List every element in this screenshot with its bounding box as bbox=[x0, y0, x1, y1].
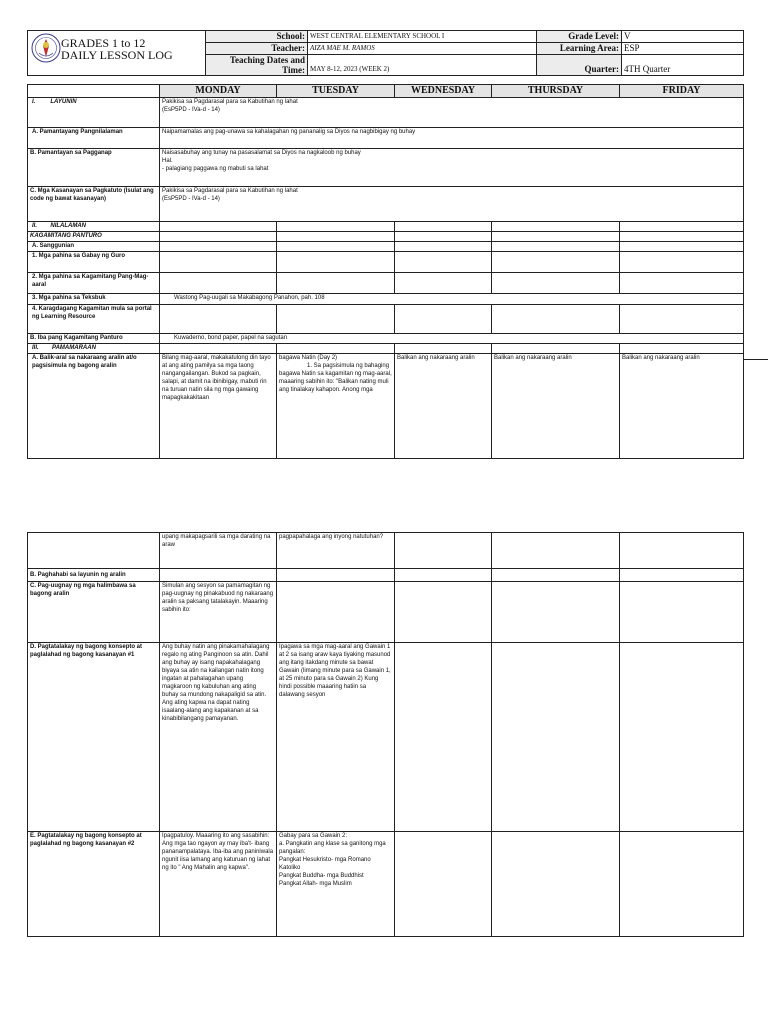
teksbuk-label: 3. Mga pahina sa Teksbuk bbox=[28, 294, 160, 305]
grade-level-value: V bbox=[622, 31, 744, 43]
pagtatalakay-2-monday: Ipagpatuloy. Maaaring ito ang sasabihin: Ang mga tao ngayon ay may iba't- ibang pananampalataya. Iba-iba ang paniniwala ngunit iisa lamang ang katuruan ng lahat ng ito " Ang Mahalin ang kapwa". bbox=[160, 832, 277, 937]
balik-aral-label: A. Balik-aral sa nakaraang aralin at/o pagsisimula ng bagong aralin bbox=[28, 354, 160, 459]
kasanayan-content: Pakikisa sa Pagdarasal para sa Kabutihan ng lahat (EsP5PD - IVa-d - 14) bbox=[160, 187, 744, 222]
teacher-value: AIZA MAE M. RAMOS bbox=[308, 43, 537, 55]
pag-uugnay-monday: Simulan ang sesyon sa pamamagitan ng pag-uugnay ng pinakabuod ng nakaraang aralin sa paksang tatalakayin. Maaaring sabihin ito: bbox=[160, 582, 277, 643]
kagamitang-panturo-label: KAGAMITANG PANTURO bbox=[28, 232, 160, 242]
pagtatalakay-2-label: E. Pagtatalakay ng bagong konsepto at paglalahad ng bagong kasanayan #2 bbox=[28, 832, 160, 937]
continued-tuesday: pagpapahalaga ang inyong natutuhan? bbox=[277, 533, 395, 569]
school-value: WEST CENTRAL ELEMENTARY SCHOOL I bbox=[308, 31, 537, 43]
school-label: School: bbox=[206, 31, 308, 43]
kasanayan-label: C. Mga Kasanayan sa Pagkatuto (Isulat ang code ng bawat kasanayan) bbox=[28, 187, 160, 222]
layunin-label: I. LAYUNIN bbox=[28, 98, 160, 128]
header-info-table bbox=[205, 30, 744, 76]
learning-area-value: ESP bbox=[622, 43, 744, 55]
deped-seal-icon bbox=[31, 33, 61, 63]
lesson-log-table-page2 bbox=[27, 532, 744, 937]
balik-aral-wednesday: Balikan ang nakaraang aralin bbox=[395, 354, 492, 459]
quarter-value: 4TH Quarter bbox=[622, 55, 744, 76]
teksbuk-content: Wastong Pag-uugali sa Makabagong Panahon, pah. 108 bbox=[160, 294, 744, 305]
pagtatalakay-1-tuesday: Ipagawa sa mga mag-aaral ang Gawain 1 at 2 sa isang araw kaya tiyaking masunod ang itang itakdang minute sa bawat Gawain (limang minute para sa Gawain 1, at 25 minuto para sa Gawain 2) Kung hindi possible maaaring hatiin sa dalawang sesyon bbox=[277, 643, 395, 832]
kagamitang-mag-aaral-label: 2. Mga pahina sa Kagamitang Pang-Mag-aaral bbox=[28, 273, 160, 294]
day-monday: MONDAY bbox=[160, 85, 277, 98]
karagdagang-kagamitan-label: 4. Karagdagang Kagamitan mula sa portal ng Learning Resource bbox=[28, 305, 160, 334]
pamantayang-pangnilalaman-content: Naipamamalas ang pag-unawa sa kahalagahan ng pananalig sa Diyos na nagbibigay ng buhay bbox=[160, 128, 744, 149]
continued-monday: upang makapagsarili sa mga darating na araw bbox=[160, 533, 277, 569]
day-thursday: THURSDAY bbox=[492, 85, 620, 98]
iba-pang-kagamitan-content: Kuwaderno, bond paper, papel na sagutan bbox=[160, 334, 744, 344]
balik-aral-tuesday: bagawa Natin (Day 2) 1. Sa pagsisimula ng bahaging bagawa Natin sa kagamitan ng mag-aaral, maaaring sabihin ito: "Balikan nating muli ang tinalakay kahapon. Anong mga bbox=[277, 354, 395, 459]
learning-area-label: Learning Area: bbox=[537, 43, 622, 55]
nilalaman-label: II. NILALAMAN bbox=[28, 222, 160, 232]
balik-aral-thursday: Balikan ang nakaraang aralin bbox=[492, 354, 620, 459]
pamamaraan-label: III. PAMAMARAAN bbox=[28, 344, 160, 354]
day-friday: FRIDAY bbox=[620, 85, 744, 98]
table-extension-line bbox=[743, 359, 768, 360]
teacher-label: Teacher: bbox=[206, 43, 308, 55]
gabay-guro-label: 1. Mga pahina sa Gabay ng Guro bbox=[28, 252, 160, 273]
pagtatalakay-1-label: D. Pagtatalakay ng bagong konsepto at paglalahad ng bagong kasanayan #1 bbox=[28, 643, 160, 832]
pagtatalakay-2-tuesday: Gabay para sa Gawain 2: a. Pangkatin ang klase sa ganitong mga pangalan: Pangkat Hesukristo- mga Romano Katoliko Pangkat Buddha- mga Buddhist Pangkat Allah- mga Muslim bbox=[277, 832, 395, 937]
layunin-content: Pakikisa sa Pagdarasal para sa Kabutihan ng lahat (EsP5PD - IVa-d - 14) bbox=[160, 98, 744, 128]
pamantayang-pangnilalaman-label: A. Pamantayang Pangnilalaman bbox=[28, 128, 160, 149]
header-title-line1: GRADES 1 to 12 bbox=[61, 36, 146, 50]
balik-aral-friday: Balikan ang nakaraang aralin bbox=[620, 354, 744, 459]
header-logo-box bbox=[27, 30, 206, 76]
lesson-log-table bbox=[27, 84, 744, 459]
pamantayan-pagganap-label: B. Pamantayan sa Pagganap bbox=[28, 149, 160, 187]
teaching-dates-label: Teaching Dates and Time: bbox=[206, 55, 308, 76]
paghahabi-label: B. Paghahabi sa layunin ng aralin bbox=[28, 569, 160, 582]
day-wednesday: WEDNESDAY bbox=[395, 85, 492, 98]
pamantayan-pagganap-content: Naisasabuhay ang tunay na pasasalamat sa Diyos na nagkaloob ng buhay Hal. - palagiang paggawa ng mabuti sa lahat bbox=[160, 149, 744, 187]
quarter-label: Quarter: bbox=[537, 55, 622, 76]
header-title-line2: DAILY LESSON LOG bbox=[61, 48, 173, 62]
iba-pang-kagamitan-label: B. Iba pang Kagamitang Panturo bbox=[28, 334, 160, 344]
day-tuesday: TUESDAY bbox=[277, 85, 395, 98]
grade-level-label: Grade Level: bbox=[537, 31, 622, 43]
balik-aral-monday: Bilang mag-aaral, makakatulong din tayo at ang ating pamilya sa mga taong nangangailangan. Bukod sa pagkain, salapi, at damit na ibinibigay, mabuti rin na turuan natin sila ng mga gawaing mapagkakakitaan bbox=[160, 354, 277, 459]
pagtatalakay-1-monday: Ang buhay natin ang pinakamahalagang regalo ng ating Panginoon sa atin. Dahil ang buhay ay isang napakahalagang biyaya sa atin na kailangan natin itong ingatan at pahalagahan upang magkaroon ng kabuluhan ang ating buhay sa mundong nakapaligid sa atin. Ang ating kapwa na dapat nating isaalang-alang ang kapakanan at sa kinabibilangang pamayanan. bbox=[160, 643, 277, 832]
pag-uugnay-label: C. Pag-uugnay ng mga halimbawa sa bagong aralin bbox=[28, 582, 160, 643]
sanggunian-label: A. Sanggunian bbox=[28, 242, 160, 252]
teaching-dates-value: MAY 8-12, 2023 (WEEK 2) bbox=[308, 55, 537, 76]
